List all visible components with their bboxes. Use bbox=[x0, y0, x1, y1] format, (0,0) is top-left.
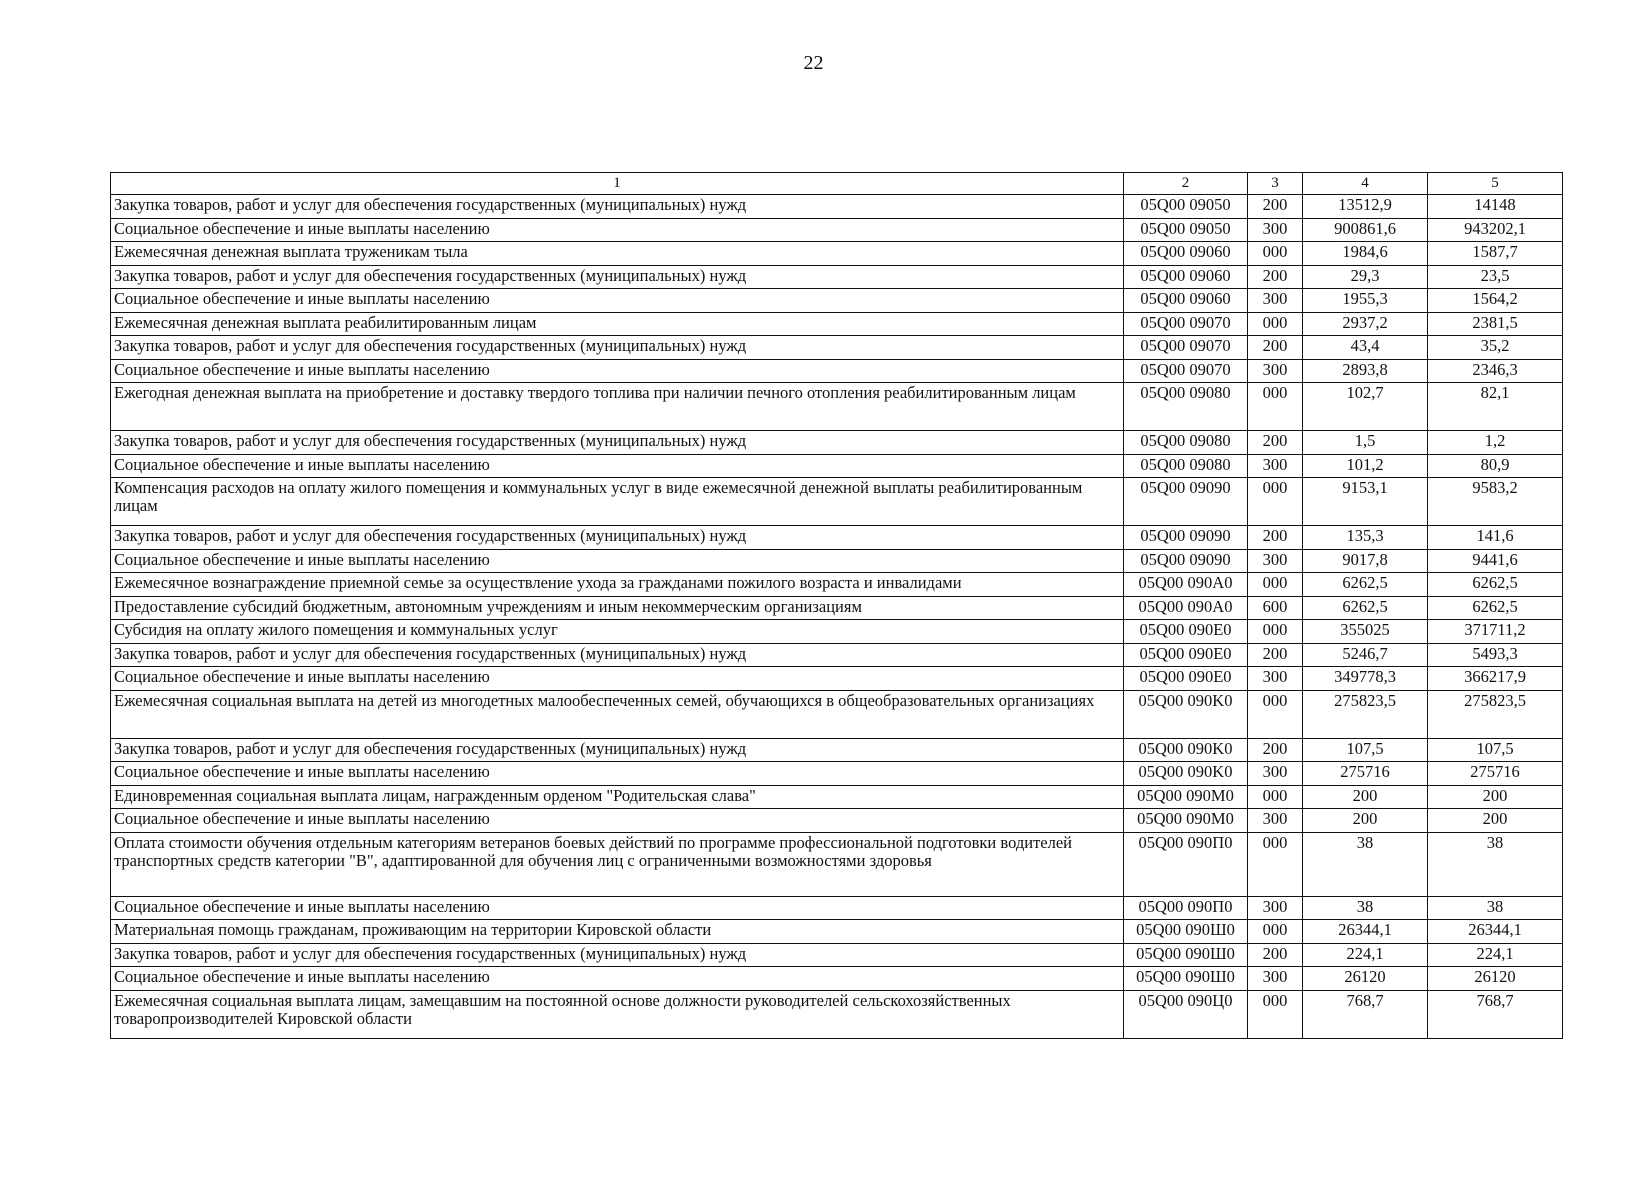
row-code-cell: 05Q00 090A0 bbox=[1124, 596, 1248, 620]
row-type-cell: 300 bbox=[1248, 454, 1303, 478]
row-value-col5-cell: 943202,1 bbox=[1428, 218, 1563, 242]
row-value-col5-cell: 371711,2 bbox=[1428, 620, 1563, 644]
row-value-col4-cell: 1,5 bbox=[1303, 431, 1428, 455]
table-row bbox=[111, 943, 1563, 967]
table-row bbox=[111, 478, 1563, 526]
row-name-cell: Ежемесячная денежная выплата труженикам тыла bbox=[111, 242, 1124, 266]
row-type-cell: 000 bbox=[1248, 478, 1303, 526]
row-value-col4-cell: 9153,1 bbox=[1303, 478, 1428, 526]
row-code-cell: 05Q00 09060 bbox=[1124, 265, 1248, 289]
row-type-cell: 000 bbox=[1248, 242, 1303, 266]
row-code-cell: 05Q00 09080 bbox=[1124, 431, 1248, 455]
row-type-cell: 300 bbox=[1248, 218, 1303, 242]
row-value-col5-cell: 275823,5 bbox=[1428, 690, 1563, 738]
row-name-cell: Субсидия на оплату жилого помещения и коммунальных услуг bbox=[111, 620, 1124, 644]
row-type-cell: 000 bbox=[1248, 620, 1303, 644]
row-name-cell: Предоставление субсидий бюджетным, автономным учреждениям и иным некоммерческим организациям bbox=[111, 596, 1124, 620]
row-value-col4-cell: 102,7 bbox=[1303, 383, 1428, 431]
row-type-cell: 000 bbox=[1248, 920, 1303, 944]
row-type-cell: 300 bbox=[1248, 967, 1303, 991]
row-code-cell: 05Q00 09060 bbox=[1124, 242, 1248, 266]
row-code-cell: 05Q00 09090 bbox=[1124, 526, 1248, 550]
row-value-col4-cell: 38 bbox=[1303, 832, 1428, 896]
row-type-cell: 000 bbox=[1248, 573, 1303, 597]
table-row bbox=[111, 526, 1563, 550]
row-name-cell: Социальное обеспечение и иные выплаты населению bbox=[111, 667, 1124, 691]
row-name-cell: Социальное обеспечение и иные выплаты населению bbox=[111, 809, 1124, 833]
table-row bbox=[111, 242, 1563, 266]
row-type-cell: 200 bbox=[1248, 643, 1303, 667]
table-row bbox=[111, 643, 1563, 667]
budget-table bbox=[110, 172, 1563, 1039]
table-row bbox=[111, 312, 1563, 336]
row-name-cell: Закупка товаров, работ и услуг для обеспечения государственных (муниципальных) нужд bbox=[111, 943, 1124, 967]
row-name-cell: Закупка товаров, работ и услуг для обеспечения государственных (муниципальных) нужд bbox=[111, 643, 1124, 667]
row-name-cell: Ежемесячная денежная выплата реабилитированным лицам bbox=[111, 312, 1124, 336]
row-type-cell: 300 bbox=[1248, 549, 1303, 573]
row-value-col4-cell: 224,1 bbox=[1303, 943, 1428, 967]
table-row bbox=[111, 667, 1563, 691]
row-type-cell: 200 bbox=[1248, 195, 1303, 219]
row-value-col5-cell: 1564,2 bbox=[1428, 289, 1563, 313]
row-value-col5-cell: 141,6 bbox=[1428, 526, 1563, 550]
table-row bbox=[111, 920, 1563, 944]
row-type-cell: 300 bbox=[1248, 289, 1303, 313]
row-type-cell: 200 bbox=[1248, 738, 1303, 762]
row-name-cell: Социальное обеспечение и иные выплаты населению bbox=[111, 359, 1124, 383]
row-name-cell: Социальное обеспечение и иные выплаты населению bbox=[111, 967, 1124, 991]
row-code-cell: 05Q00 090Ш0 bbox=[1124, 920, 1248, 944]
row-value-col4-cell: 26344,1 bbox=[1303, 920, 1428, 944]
row-value-col5-cell: 1,2 bbox=[1428, 431, 1563, 455]
row-type-cell: 000 bbox=[1248, 312, 1303, 336]
row-value-col4-cell: 900861,6 bbox=[1303, 218, 1428, 242]
row-value-col5-cell: 82,1 bbox=[1428, 383, 1563, 431]
row-type-cell: 300 bbox=[1248, 762, 1303, 786]
row-name-cell: Материальная помощь гражданам, проживающим на территории Кировской области bbox=[111, 920, 1124, 944]
table-row bbox=[111, 785, 1563, 809]
row-value-col4-cell: 1955,3 bbox=[1303, 289, 1428, 313]
row-name-cell: Закупка товаров, работ и услуг для обеспечения государственных (муниципальных) нужд bbox=[111, 195, 1124, 219]
row-code-cell: 05Q00 090E0 bbox=[1124, 620, 1248, 644]
table-row bbox=[111, 832, 1563, 896]
row-name-cell: Ежемесячное вознаграждение приемной семье за осуществление ухода за гражданами пожилого возраста и инвалидами bbox=[111, 573, 1124, 597]
row-code-cell: 05Q00 09070 bbox=[1124, 312, 1248, 336]
row-code-cell: 05Q00 09070 bbox=[1124, 359, 1248, 383]
table-row bbox=[111, 762, 1563, 786]
row-name-cell: Социальное обеспечение и иные выплаты населению bbox=[111, 549, 1124, 573]
row-name-cell: Социальное обеспечение и иные выплаты населению bbox=[111, 218, 1124, 242]
row-value-col5-cell: 23,5 bbox=[1428, 265, 1563, 289]
row-name-cell: Закупка товаров, работ и услуг для обеспечения государственных (муниципальных) нужд bbox=[111, 336, 1124, 360]
row-value-col4-cell: 1984,6 bbox=[1303, 242, 1428, 266]
table-row bbox=[111, 195, 1563, 219]
table-row bbox=[111, 265, 1563, 289]
row-code-cell: 05Q00 09050 bbox=[1124, 218, 1248, 242]
row-name-cell: Социальное обеспечение и иные выплаты населению bbox=[111, 896, 1124, 920]
page-number: 22 bbox=[803, 52, 824, 74]
row-value-col5-cell: 1587,7 bbox=[1428, 242, 1563, 266]
row-code-cell: 05Q00 090П0 bbox=[1124, 896, 1248, 920]
row-code-cell: 05Q00 09090 bbox=[1124, 478, 1248, 526]
table-row bbox=[111, 690, 1563, 738]
row-code-cell: 05Q00 09050 bbox=[1124, 195, 1248, 219]
row-value-col5-cell: 200 bbox=[1428, 809, 1563, 833]
row-code-cell: 05Q00 09080 bbox=[1124, 383, 1248, 431]
row-value-col5-cell: 2381,5 bbox=[1428, 312, 1563, 336]
row-value-col5-cell: 107,5 bbox=[1428, 738, 1563, 762]
row-code-cell: 05Q00 090Ш0 bbox=[1124, 943, 1248, 967]
row-name-cell: Ежемесячная социальная выплата лицам, замещавшим на постоянной основе должности руководителей сельскохозяйственных товаропроизводителей Кировской области bbox=[111, 990, 1124, 1038]
row-type-cell: 300 bbox=[1248, 896, 1303, 920]
row-value-col4-cell: 29,3 bbox=[1303, 265, 1428, 289]
header-col-2: 2 bbox=[1124, 173, 1248, 195]
row-name-cell: Социальное обеспечение и иные выплаты населению bbox=[111, 454, 1124, 478]
row-value-col4-cell: 107,5 bbox=[1303, 738, 1428, 762]
row-type-cell: 000 bbox=[1248, 990, 1303, 1038]
row-value-col5-cell: 14148 bbox=[1428, 195, 1563, 219]
row-value-col4-cell: 9017,8 bbox=[1303, 549, 1428, 573]
row-value-col5-cell: 5493,3 bbox=[1428, 643, 1563, 667]
row-code-cell: 05Q00 090M0 bbox=[1124, 809, 1248, 833]
table-row bbox=[111, 336, 1563, 360]
table-row bbox=[111, 359, 1563, 383]
table-row bbox=[111, 218, 1563, 242]
row-type-cell: 000 bbox=[1248, 832, 1303, 896]
row-value-col4-cell: 13512,9 bbox=[1303, 195, 1428, 219]
row-value-col5-cell: 768,7 bbox=[1428, 990, 1563, 1038]
header-col-1: 1 bbox=[111, 173, 1124, 195]
row-code-cell: 05Q00 09090 bbox=[1124, 549, 1248, 573]
row-name-cell: Социальное обеспечение и иные выплаты населению bbox=[111, 289, 1124, 313]
table-row bbox=[111, 573, 1563, 597]
table-row bbox=[111, 809, 1563, 833]
row-value-col4-cell: 5246,7 bbox=[1303, 643, 1428, 667]
row-type-cell: 200 bbox=[1248, 431, 1303, 455]
row-type-cell: 000 bbox=[1248, 785, 1303, 809]
header-col-4: 4 bbox=[1303, 173, 1428, 195]
row-value-col4-cell: 200 bbox=[1303, 809, 1428, 833]
row-code-cell: 05Q00 09060 bbox=[1124, 289, 1248, 313]
row-value-col5-cell: 200 bbox=[1428, 785, 1563, 809]
header-col-5: 5 bbox=[1428, 173, 1563, 195]
row-value-col5-cell: 6262,5 bbox=[1428, 573, 1563, 597]
row-type-cell: 000 bbox=[1248, 690, 1303, 738]
row-value-col5-cell: 38 bbox=[1428, 832, 1563, 896]
table-row bbox=[111, 967, 1563, 991]
table-header-row bbox=[111, 173, 1563, 195]
row-code-cell: 05Q00 090M0 bbox=[1124, 785, 1248, 809]
row-type-cell: 300 bbox=[1248, 809, 1303, 833]
row-value-col4-cell: 6262,5 bbox=[1303, 573, 1428, 597]
row-value-col5-cell: 80,9 bbox=[1428, 454, 1563, 478]
table-row bbox=[111, 289, 1563, 313]
row-value-col4-cell: 101,2 bbox=[1303, 454, 1428, 478]
row-name-cell: Ежегодная денежная выплата на приобретение и доставку твердого топлива при наличии печного отопления реабилитированным лицам bbox=[111, 383, 1124, 431]
row-value-col4-cell: 6262,5 bbox=[1303, 596, 1428, 620]
table-row bbox=[111, 383, 1563, 431]
row-code-cell: 05Q00 090K0 bbox=[1124, 738, 1248, 762]
row-value-col4-cell: 38 bbox=[1303, 896, 1428, 920]
row-type-cell: 200 bbox=[1248, 943, 1303, 967]
row-name-cell: Социальное обеспечение и иные выплаты населению bbox=[111, 762, 1124, 786]
table-row bbox=[111, 620, 1563, 644]
row-name-cell: Закупка товаров, работ и услуг для обеспечения государственных (муниципальных) нужд bbox=[111, 738, 1124, 762]
table-row bbox=[111, 738, 1563, 762]
table-row bbox=[111, 896, 1563, 920]
row-code-cell: 05Q00 090П0 bbox=[1124, 832, 1248, 896]
row-name-cell: Компенсация расходов на оплату жилого помещения и коммунальных услуг в виде ежемесячной денежной выплаты реабилитированным лицам bbox=[111, 478, 1124, 526]
row-name-cell: Закупка товаров, работ и услуг для обеспечения государственных (муниципальных) нужд bbox=[111, 431, 1124, 455]
row-type-cell: 200 bbox=[1248, 336, 1303, 360]
row-name-cell: Закупка товаров, работ и услуг для обеспечения государственных (муниципальных) нужд bbox=[111, 265, 1124, 289]
row-name-cell: Оплата стоимости обучения отдельным категориям ветеранов боевых действий по программе профессиональной подготовки водителей транспортных средств категории "B", адаптированной для обучения лиц с ограниченными возможностями здоровья bbox=[111, 832, 1124, 896]
row-value-col4-cell: 768,7 bbox=[1303, 990, 1428, 1038]
row-name-cell: Единовременная социальная выплата лицам, награжденным орденом "Родительская слава" bbox=[111, 785, 1124, 809]
row-value-col5-cell: 6262,5 bbox=[1428, 596, 1563, 620]
row-code-cell: 05Q00 090A0 bbox=[1124, 573, 1248, 597]
table-row bbox=[111, 990, 1563, 1038]
row-value-col5-cell: 224,1 bbox=[1428, 943, 1563, 967]
row-value-col4-cell: 349778,3 bbox=[1303, 667, 1428, 691]
row-code-cell: 05Q00 090E0 bbox=[1124, 667, 1248, 691]
row-code-cell: 05Q00 090K0 bbox=[1124, 762, 1248, 786]
row-value-col4-cell: 355025 bbox=[1303, 620, 1428, 644]
row-code-cell: 05Q00 090E0 bbox=[1124, 643, 1248, 667]
table-row bbox=[111, 596, 1563, 620]
row-value-col4-cell: 275823,5 bbox=[1303, 690, 1428, 738]
row-value-col4-cell: 135,3 bbox=[1303, 526, 1428, 550]
header-col-3: 3 bbox=[1248, 173, 1303, 195]
table-row bbox=[111, 454, 1563, 478]
row-value-col5-cell: 2346,3 bbox=[1428, 359, 1563, 383]
row-code-cell: 05Q00 090Ц0 bbox=[1124, 990, 1248, 1038]
table-row bbox=[111, 549, 1563, 573]
row-type-cell: 200 bbox=[1248, 265, 1303, 289]
row-value-col4-cell: 275716 bbox=[1303, 762, 1428, 786]
row-value-col5-cell: 366217,9 bbox=[1428, 667, 1563, 691]
row-name-cell: Ежемесячная социальная выплата на детей из многодетных малообеспеченных семей, обучающихся в общеобразовательных организациях bbox=[111, 690, 1124, 738]
row-type-cell: 200 bbox=[1248, 526, 1303, 550]
row-value-col5-cell: 275716 bbox=[1428, 762, 1563, 786]
row-value-col4-cell: 2937,2 bbox=[1303, 312, 1428, 336]
row-value-col4-cell: 2893,8 bbox=[1303, 359, 1428, 383]
row-code-cell: 05Q00 090K0 bbox=[1124, 690, 1248, 738]
row-value-col4-cell: 43,4 bbox=[1303, 336, 1428, 360]
row-type-cell: 300 bbox=[1248, 667, 1303, 691]
budget-table-body bbox=[111, 173, 1563, 1039]
row-name-cell: Закупка товаров, работ и услуг для обеспечения государственных (муниципальных) нужд bbox=[111, 526, 1124, 550]
row-type-cell: 300 bbox=[1248, 359, 1303, 383]
row-type-cell: 000 bbox=[1248, 383, 1303, 431]
row-value-col4-cell: 26120 bbox=[1303, 967, 1428, 991]
row-value-col5-cell: 9441,6 bbox=[1428, 549, 1563, 573]
row-code-cell: 05Q00 09080 bbox=[1124, 454, 1248, 478]
row-code-cell: 05Q00 09070 bbox=[1124, 336, 1248, 360]
row-type-cell: 600 bbox=[1248, 596, 1303, 620]
row-value-col5-cell: 35,2 bbox=[1428, 336, 1563, 360]
row-value-col5-cell: 26120 bbox=[1428, 967, 1563, 991]
row-code-cell: 05Q00 090Ш0 bbox=[1124, 967, 1248, 991]
row-value-col4-cell: 200 bbox=[1303, 785, 1428, 809]
row-value-col5-cell: 9583,2 bbox=[1428, 478, 1563, 526]
row-value-col5-cell: 26344,1 bbox=[1428, 920, 1563, 944]
table-row bbox=[111, 431, 1563, 455]
row-value-col5-cell: 38 bbox=[1428, 896, 1563, 920]
